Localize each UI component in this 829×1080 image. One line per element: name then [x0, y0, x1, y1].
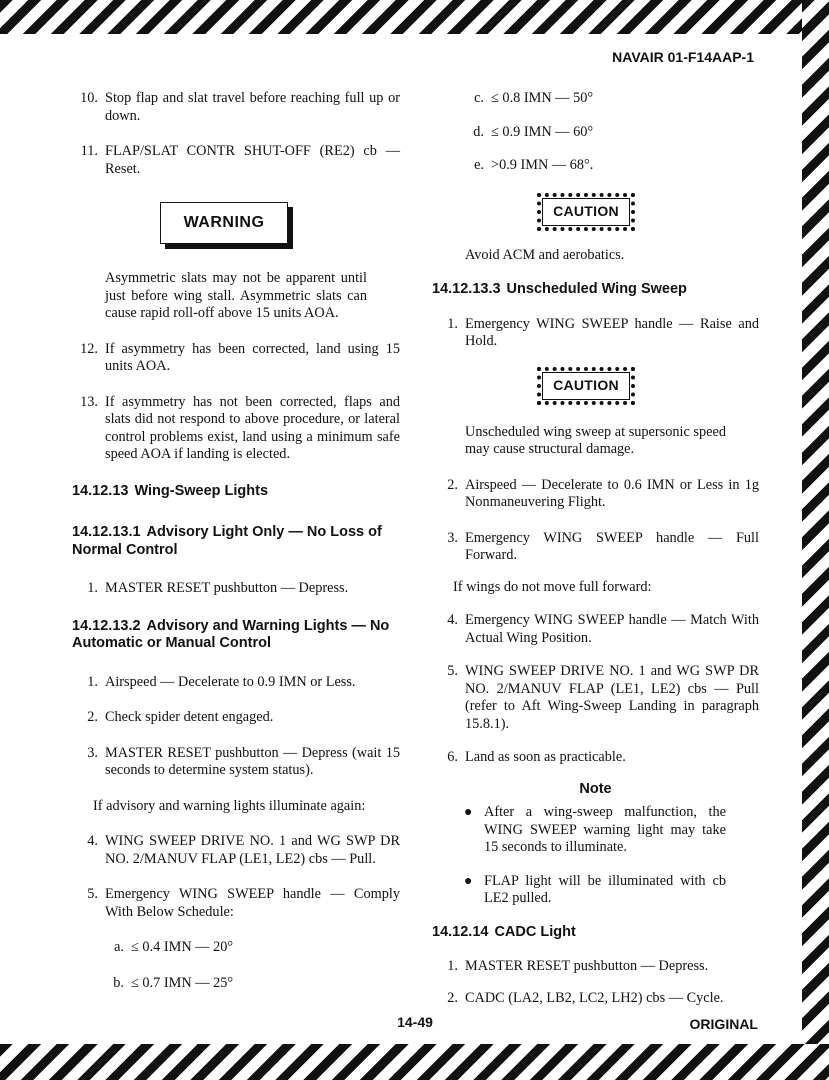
step-text: Land as soon as practicable.	[465, 749, 626, 765]
hazard-stripe-right	[802, 0, 829, 1080]
warning-label-box	[160, 202, 288, 244]
unscheduled-step-4	[432, 612, 759, 647]
step-text: Emergency WING SWEEP handle — Comply With Below Schedule:	[105, 886, 400, 920]
section-heading-14-12-13-1	[72, 524, 400, 559]
schedule-item-b	[72, 975, 400, 993]
step-number: 2.	[447, 476, 458, 493]
step-number: 3.	[447, 529, 458, 546]
step-number: 4.	[447, 612, 458, 628]
step-number: 2.	[447, 989, 458, 1006]
warning-lights-step-5	[72, 886, 400, 921]
hazard-stripe-bottom	[0, 1044, 829, 1080]
warning-lights-step-2	[72, 709, 400, 727]
cadc-step-1	[432, 958, 759, 976]
item-letter: b.	[113, 974, 124, 991]
conditional-text: If advisory and warning lights illuminate again:	[93, 797, 366, 814]
section-title: CADC Light	[494, 923, 576, 940]
schedule-item-c	[432, 90, 759, 108]
revision-status: ORIGINAL	[689, 1016, 758, 1032]
step-text: If asymmetry has not been corrected, flaps and slats did not respond to above procedure, or lateral control problems exist, land using a minimum safe speed AOA if landing is elected.	[105, 393, 400, 462]
hazard-stripe-top	[0, 0, 829, 34]
item-text: ≤ 0.4 IMN — 20°	[131, 939, 234, 955]
step-text: WING SWEEP DRIVE NO. 1 and WG SWP DR NO. 2/MANUV FLAP (LE1, LE2) cbs — Pull (refer to Aft Wing-Sweep Landing in paragraph 15.8.1).	[465, 663, 759, 732]
step-text: MASTER RESET pushbutton — Depress.	[105, 580, 349, 596]
step-number: 5.	[447, 663, 458, 679]
step-12	[72, 341, 400, 376]
caution-label: CAUTION	[553, 202, 619, 219]
step-number: 12.	[80, 340, 98, 357]
schedule-item-e	[432, 157, 759, 175]
left-column	[72, 90, 400, 992]
step-text: Check spider detent engaged.	[105, 709, 274, 725]
step-number: 3.	[87, 744, 98, 761]
section-title: Advisory and Warning Lights — No Automatic or Manual Control	[72, 617, 390, 651]
right-column	[432, 90, 759, 1007]
caution-label-box	[537, 193, 635, 231]
step-text: FLAP/SLAT CONTR SHUT-OFF (RE2) cb — Reset.	[105, 143, 400, 177]
schedule-item-a	[72, 939, 400, 957]
bullet-icon: ●	[464, 873, 473, 889]
conditional-text: If wings do not move full forward:	[453, 578, 652, 595]
section-title: Wing-Sweep Lights	[134, 482, 269, 499]
step-text: If asymmetry has been corrected, land using 15 units AOA.	[105, 340, 400, 374]
item-letter: a.	[114, 939, 124, 955]
note-bullet	[432, 873, 759, 908]
document-id: NAVAIR 01-F14AAP-1	[612, 49, 754, 65]
section-number: 14.12.13.3	[432, 281, 501, 297]
step-text: Emergency WING SWEEP handle — Raise and Hold.	[465, 315, 759, 349]
step-13	[72, 394, 400, 464]
warning-text: Asymmetric slats may not be apparent until just before wing stall. Asymmetric slats can cause rapid roll-off above 15 units AOA.	[105, 270, 367, 321]
step-number: 1.	[87, 673, 98, 690]
step-text: Airspeed — Decelerate to 0.9 IMN or Less.	[105, 673, 356, 690]
section-title: Advisory Light Only — No Loss of Normal Control	[72, 524, 382, 558]
step-text: MASTER RESET pushbutton — Depress (wait 15 seconds to determine system status).	[105, 744, 400, 778]
page-number: 14-49	[397, 1014, 433, 1030]
step-10	[72, 90, 400, 125]
unscheduled-step-2	[432, 477, 759, 512]
note-title: Note	[579, 780, 612, 797]
caution-text-1: Avoid ACM and aerobatics.	[465, 246, 625, 263]
step-number: 1.	[87, 580, 98, 596]
bullet-icon: ●	[464, 805, 473, 820]
item-text: >0.9 IMN — 68°.	[491, 157, 594, 173]
step-text: Emergency WING SWEEP handle — Full Forward.	[465, 529, 759, 563]
warning-lights-step-3	[72, 745, 400, 780]
step-number: 11.	[80, 143, 98, 159]
item-text: ≤ 0.8 IMN — 50°	[491, 90, 594, 106]
caution-block-2	[432, 367, 759, 405]
step-number: 1.	[447, 958, 458, 974]
section-heading-14-12-13-3	[432, 281, 759, 299]
warning-block	[72, 202, 400, 244]
section-heading-14-12-14	[432, 924, 759, 942]
schedule-item-d	[432, 124, 759, 142]
step-number: 10.	[80, 90, 98, 106]
warning-label: WARNING	[183, 214, 265, 232]
section-number: 14.12.13.2	[72, 617, 141, 634]
step-number: 2.	[87, 709, 98, 725]
item-letter: e.	[474, 157, 484, 173]
item-letter: d.	[473, 123, 484, 140]
step-number: 4.	[87, 833, 98, 849]
section-number: 14.12.14	[432, 923, 489, 940]
step-number: 6.	[447, 749, 458, 765]
warning-lights-step-4	[72, 833, 400, 868]
step-text: Stop flap and slat travel before reaching full up or down.	[105, 90, 400, 124]
section-heading-14-12-13-2	[72, 618, 400, 653]
cadc-step-2	[432, 990, 759, 1008]
step-text: Airspeed — Decelerate to 0.6 IMN or Less in 1g Nonmaneuvering Flight.	[465, 476, 759, 510]
caution-label: CAUTION	[553, 376, 619, 393]
step-text: Emergency WING SWEEP handle — Match With Actual Wing Position.	[465, 612, 759, 646]
unscheduled-step-1	[432, 316, 759, 351]
warning-lights-step-1	[72, 674, 400, 692]
unscheduled-step-6	[432, 749, 759, 767]
unscheduled-step-3	[432, 530, 759, 565]
caution-label-box	[537, 367, 635, 405]
section-title: Unscheduled Wing Sweep	[506, 281, 687, 297]
caution-text-2: Unscheduled wing sweep at supersonic speed may cause structural damage.	[465, 423, 726, 457]
step-text: MASTER RESET pushbutton — Depress.	[465, 958, 709, 974]
note-bullet	[432, 804, 759, 857]
step-text: CADC (LA2, LB2, LC2, LH2) cbs — Cycle.	[465, 989, 724, 1006]
step-11	[72, 143, 400, 178]
step-number: 13.	[80, 393, 98, 410]
step-text: WING SWEEP DRIVE NO. 1 and WG SWP DR NO. 2/MANUV FLAP (LE1, LE2) cbs — Pull.	[105, 833, 400, 867]
item-letter: c.	[474, 90, 484, 106]
step-number: 1.	[447, 315, 458, 332]
caution-block-1	[432, 193, 759, 231]
item-text: ≤ 0.7 IMN — 25°	[131, 974, 234, 991]
section-number: 14.12.13.1	[72, 524, 141, 540]
bullet-text: After a wing-sweep malfunction, the WING SWEEP warning light may take 15 seconds to illuminate.	[484, 804, 726, 855]
item-text: ≤ 0.9 IMN — 60°	[491, 123, 594, 140]
unscheduled-step-5	[432, 663, 759, 733]
section-heading-14-12-13	[72, 483, 400, 501]
section-number: 14.12.13	[72, 482, 129, 499]
advisory-step-1	[72, 580, 400, 598]
bullet-text: FLAP light will be illuminated with cb LE2 pulled.	[484, 872, 726, 906]
step-number: 5.	[87, 886, 98, 902]
